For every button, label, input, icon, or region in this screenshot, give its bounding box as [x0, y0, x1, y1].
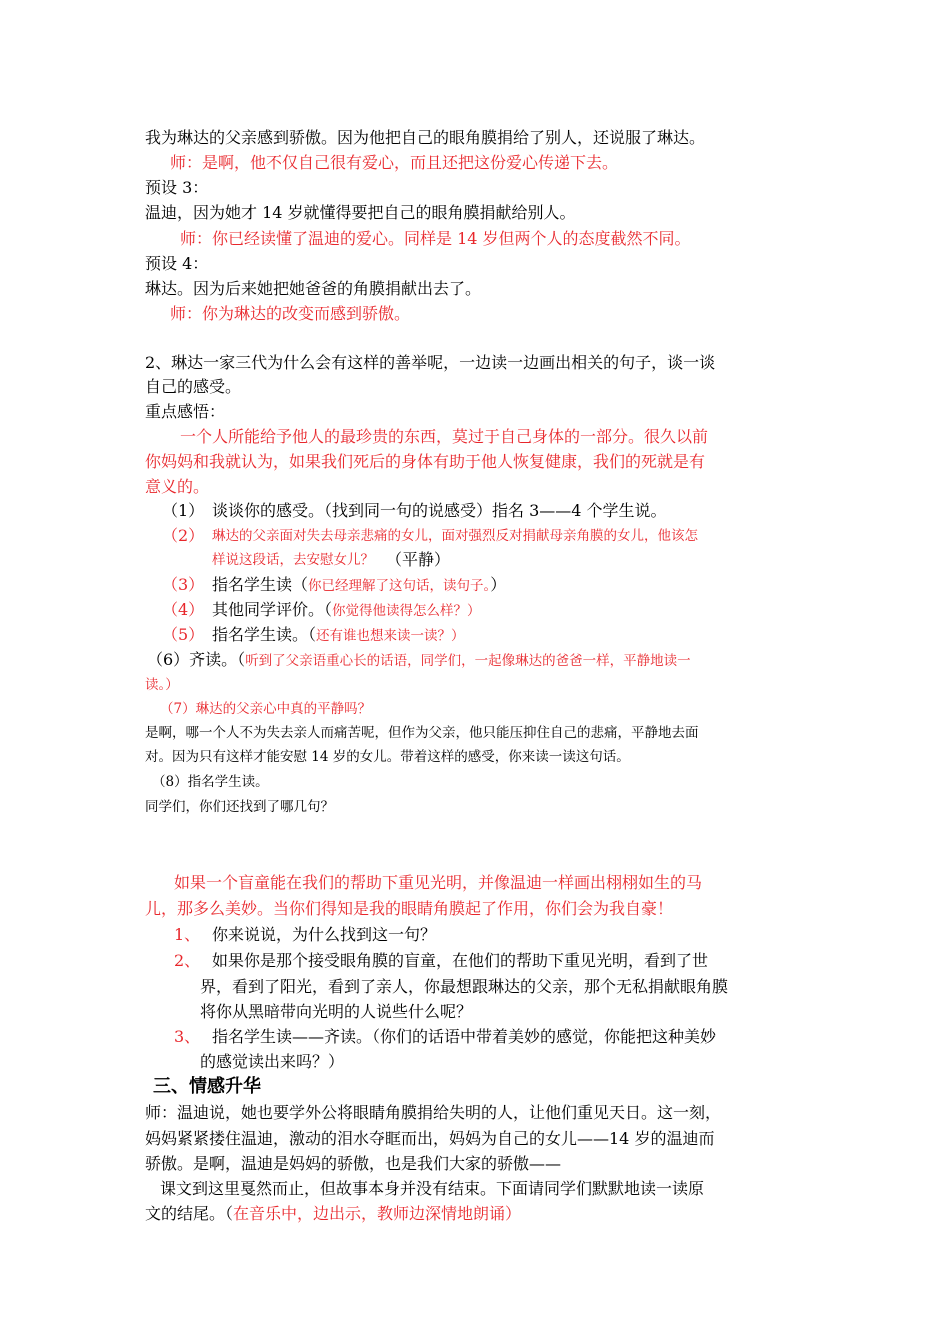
teacher-line: 师：是啊，他不仅自己很有爱心，而且还把这份爱心传递下去。: [170, 153, 619, 172]
list-text: 的感觉读出来吗？）: [200, 1052, 345, 1071]
text-line: 我为琳达的父亲感到骄傲。因为他把自己的眼角膜捐给了别人，还说服了琳达。: [145, 128, 706, 147]
item-text-part: 指名学生读（: [212, 575, 309, 594]
item-text: [147, 649, 691, 671]
item-text: （平静）: [386, 550, 451, 569]
quote-line: 你妈妈和我就认为，如果我们死后的身体有助于他人恢复健康，我们的死就是有: [145, 452, 706, 471]
item-text-part: （6）齐读。（: [147, 650, 246, 669]
text-part: 文的结尾。（: [145, 1204, 234, 1223]
list-text: 界，看到了阳光，看到了亲人，你最想跟琳达的父亲，那个无私捐献眼角膜: [200, 977, 729, 996]
text-line: 自己的感受。: [145, 377, 242, 396]
text-line: 骄傲。是啊，温迪是妈妈的骄傲，也是我们大家的骄傲——: [145, 1154, 562, 1173]
text-line: 课文到这里戛然而止，但故事本身并没有结束。下面请同学们默默地读一读原: [160, 1179, 705, 1198]
teacher-line: 师：你已经读懂了温迪的爱心。同样是 14 岁但两个人的态度截然不同。: [180, 229, 691, 248]
item-number: （4）: [162, 600, 205, 619]
item-text-part: 其他同学评价。（: [212, 600, 333, 619]
list-text: 如果你是那个接受眼角膜的盲童，在他们的帮助下重见光明，看到了世: [212, 951, 709, 970]
item-text: [212, 574, 506, 596]
text-line: 同学们，你们还找到了哪几句？: [145, 799, 334, 815]
text-line: 对。因为只有这样才能安慰 14 岁的女儿。带着这样的感受，你来读一读这句话。: [145, 749, 630, 765]
item-text: 琳达的父亲面对失去母亲悲痛的女儿，面对强烈反对捐献母亲角膜的女儿，他该怎: [212, 528, 698, 544]
text-line: 师：温迪说，她也要学外公将眼睛角膜捐给失明的人，让他们重见天日。这一刻，: [145, 1103, 722, 1122]
quote-line: 意义的。: [145, 477, 210, 496]
item-text: 样说这段话，去安慰女儿？: [212, 552, 374, 568]
list-number: 3、: [174, 1027, 201, 1046]
text-line: （8）指名学生读。: [152, 774, 269, 790]
item-text: [212, 599, 481, 621]
item-text-part: ）: [490, 575, 507, 594]
list-number: 1、: [174, 925, 201, 944]
item-text-part: 你已经理解了这句话，读句子。: [308, 578, 491, 594]
text-line: 2、琳达一家三代为什么会有这样的善举呢，一边读一边画出相关的句子，谈一谈: [145, 353, 716, 372]
text-line: 温迪，因为她才 14 岁就懂得要把自己的眼角膜捐献给别人。: [145, 203, 576, 222]
section-label: 重点感悟：: [145, 402, 226, 421]
item-number: （3）: [162, 575, 205, 594]
item-text: 谈谈你的感受。（找到同一句的说感受）指名 3——4 个学生说。: [212, 501, 667, 520]
list-text: 将你从黑暗带向光明的人说些什么呢？: [200, 1002, 473, 1021]
item-text: 读。）: [145, 677, 179, 693]
preset-heading: 预设 3：: [145, 178, 209, 197]
list-text: 指名学生读——齐读。（你们的话语中带着美妙的感觉，你能把这种美妙: [212, 1027, 717, 1046]
quote-line: 儿，那多么美妙。当你们得知是我的眼睛角膜起了作用，你们会为我自豪！: [145, 899, 674, 918]
item-text: （7）琳达的父亲心中真的平静吗？: [160, 701, 372, 717]
item-text-part: 指名学生读。（: [212, 625, 317, 644]
item-text: [212, 624, 465, 646]
text-part: 在音乐中，边出示，教师边深情地朗诵）: [233, 1204, 522, 1223]
quote-line: 如果一个盲童能在我们的帮助下重见光明，并像温迪一样画出栩栩如生的马: [174, 873, 703, 892]
item-number: （1）: [162, 501, 205, 520]
text-line: 是啊，哪一个人不为失去亲人而痛苦呢，但作为父亲，他只能压抑住自己的悲痛，平静地去面: [145, 725, 699, 741]
item-text-part: 还有谁也想来读一读？）: [316, 628, 465, 644]
quote-line: 一个人所能给予他人的最珍贵的东西，莫过于自己身体的一部分。很久以前: [180, 427, 709, 446]
preset-heading: 预设 4：: [145, 254, 209, 273]
list-text: 你来说说，为什么找到这一句？: [212, 925, 437, 944]
text-line: 琳达。因为后来她把她爸爸的角膜捐献出去了。: [145, 279, 482, 298]
item-text-part: 你觉得他读得怎么样？）: [332, 603, 481, 619]
list-number: 2、: [174, 951, 201, 970]
item-number: （5）: [162, 625, 205, 644]
teacher-line: 师：你为琳达的改变而感到骄傲。: [170, 304, 411, 323]
item-number: （2）: [162, 526, 205, 545]
text-line: [145, 1203, 521, 1225]
text-line: 妈妈紧紧搂住温迪，激动的泪水夺眶而出，妈妈为自己的女儿——14 岁的温迪而: [145, 1129, 715, 1148]
section-heading: 三、情感升华: [153, 1076, 261, 1097]
item-text-part: 听到了父亲语重心长的话语，同学们，一起像琳达的爸爸一样，平静地读一: [245, 653, 691, 669]
